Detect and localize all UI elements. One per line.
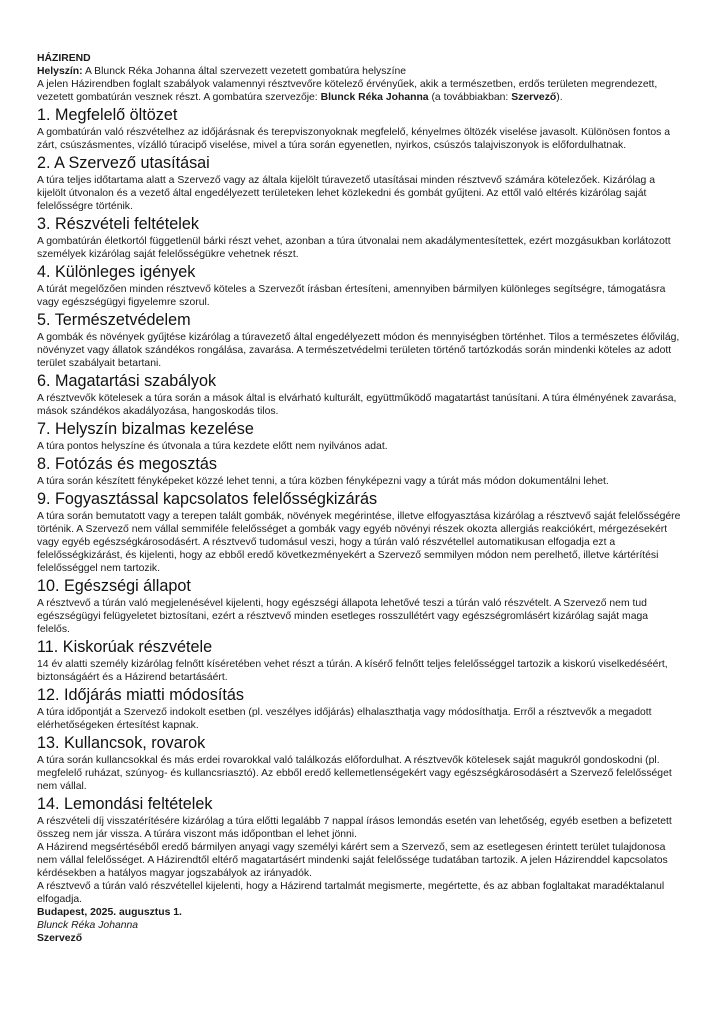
section-paragraph: A gombatúrán életkortól függetlenül bárki részt vehet, azonban a túra útvonalai nem akadálymentesítettek, ezért mozgásukban korlátozott személyek kizárólag saját felelősségükre vehetnek részt. — [37, 236, 671, 260]
section — [37, 490, 682, 575]
section — [37, 154, 682, 213]
section-paragraph: A túra során készített fényképeket közzé lehet tenni, a túra közben fényképezni vagy a túrát más módon dokumentálni lehet. — [37, 476, 609, 487]
location-text: A Blunck Réka Johanna által szervezett vezetett gombatúra helyszíne — [82, 66, 407, 77]
section-title: 11. Kiskorúak részvétele — [37, 638, 213, 656]
document-title: HÁZIREND — [37, 53, 91, 64]
section-paragraph: A túra pontos helyszíne és útvonala a túra kezdete előtt nem nyilvános adat. — [37, 441, 388, 452]
section-title: 3. Részvételi feltételek — [37, 215, 199, 233]
section — [37, 455, 682, 488]
section-paragraph: A túra időpontját a Szervező indokolt esetben (pl. veszélyes időjárás) elhalaszthatja vagy módosíthatja. Erről a résztvevők a megadott elérhetőségeken értesítést kapnak. — [37, 707, 652, 731]
section-title: 5. Természetvédelem — [37, 311, 191, 329]
section-paragraph: A túra során kullancsokkal és más erdei rovarokkal való találkozás előfordulhat. A résztvevők kötelesek saját magukról gondoskodni (pl. megfelelő ruházat, szúnyog- és kullancsriasztó). Az ebből eredő kellemetlenségekért vagy egészségkárosodásért a Szervező felelősséget nem vállal. — [37, 755, 672, 792]
section — [37, 311, 682, 370]
signature-name: Blunck Réka Johanna — [37, 920, 139, 931]
section-paragraph: A túra teljes időtartama alatt a Szervező vagy az általa kijelölt túravezető utasításai minden résztvevő számára kötelezőek. Kizárólag a kijelölt útvonalon és a vezető által engedélyezett területeken lehet közlekedni és gombát gyűjteni. Az ettől való eltérés kizárólag saját felelősségre történik. — [37, 175, 655, 212]
section-paragraph: A résztvevő a túrán való részvétellel kijelenti, hogy a Házirend tartalmát megismerte, megértette, és az abban foglaltakat maradéktalanul elfogadja. — [37, 881, 665, 905]
organizer-name: Blunck Réka Johanna — [320, 92, 429, 103]
section — [37, 215, 682, 261]
section — [37, 263, 682, 309]
section-paragraph: A résztvevő a túrán való megjelenésével kijelenti, hogy egészségi állapota lehetővé teszi a túrán való részvételt. A Szervező nem tud egészségügyi felügyeletet biztosítani, ezért a résztvevő minden esetleges rosszullétért vagy egészségromlásért kizárólag saját maga felelős. — [37, 598, 649, 635]
section-title: 1. Megfelelő öltözet — [37, 106, 178, 124]
section-paragraph: A résztvevők kötelesek a túra során a mások által is elvárható kulturált, együttműködő magatartást tanúsítani. A túra élményének zavarása, mások szándékos akadályozása, hangoskodás tilos. — [37, 393, 677, 417]
organizer-alias: Szervező — [511, 92, 557, 103]
section-paragraph: A gombák és növények gyűjtése kizárólag a túravezető által engedélyezett módon és mennyiségben történhet. Tilos a természetes élővilág, növényzet vagy állatok szándékos rongálása, zavarása. A természetvédelmi területen történő tartózkodás során mindenki köteles az adott terület szabályait betartani. — [37, 332, 680, 369]
section — [37, 734, 682, 793]
intro-text-2: (a továbbiakban: — [428, 92, 512, 103]
section — [37, 372, 682, 418]
location-line — [37, 65, 682, 78]
section-title: 8. Fotózás és megosztás — [37, 455, 217, 473]
section — [37, 638, 682, 684]
section-title: 7. Helyszín bizalmas kezelése — [37, 420, 254, 438]
section-paragraph: A Házirend megsértéséből eredő bármilyen anyagi vagy személyi kárért sem a Szervező, sem az esetlegesen érintett terület tulajdonosa nem vállal felelősséget. A Házirendtől eltérő magatartásért mindenki saját felelőssége tudatában tartozik. A jelen Házirenddel kapcsolatos kérdésekben a hatályos magyar jogszabályok az irányadók. — [37, 842, 668, 879]
intro-text-1: A jelen Házirendben foglalt szabályok valamennyi résztvevőre kötelező érvényűek, akik a természetben, erdős területen megrendezett, vezetett gombatúrán vesznek részt. A gombatúra szervezője: — [37, 79, 658, 103]
section-title: 9. Fogyasztással kapcsolatos felelősségkizárás — [37, 490, 378, 508]
section-title: 14. Lemondási feltételek — [37, 795, 213, 813]
section — [37, 577, 682, 636]
location-label: Helyszín: — [37, 66, 83, 77]
section-paragraph: A gombatúrán való részvételhez az időjárásnak és terepviszonyoknak megfelelő, kényelmes öltözék viselése javasolt. Különösen fontos a zárt, csúszásmentes, vízálló túracipő viselése, mivel a túra során egyenetlen, nyirkos, csúszós talajviszonyok is előfordulhatnak. — [37, 127, 671, 151]
signature-date: Budapest, 2025. augusztus 1. — [37, 907, 182, 918]
section-title: 2. A Szervező utasításai — [37, 154, 210, 172]
section — [37, 686, 682, 732]
signature-role: Szervező — [37, 933, 83, 944]
section — [37, 795, 682, 906]
section-title: 13. Kullancsok, rovarok — [37, 734, 206, 752]
intro-text-3: ). — [556, 92, 563, 103]
section-title: 6. Magatartási szabályok — [37, 372, 217, 390]
section-title: 4. Különleges igények — [37, 263, 196, 281]
section-title: 10. Egészségi állapot — [37, 577, 191, 595]
section-paragraph: A túrát megelőzően minden résztvevő köteles a Szervezőt írásban értesíteni, amennyiben bármilyen különleges segítségre, támogatásra vagy egészségügyi figyelemre szorul. — [37, 284, 666, 308]
section-paragraph: 14 év alatti személy kizárólag felnőtt kíséretében vehet részt a túrán. A kísérő felnőtt teljes felelősséggel tartozik a kiskorú viselkedéséért, biztonságáért és a Házirend betartásáért. — [37, 659, 668, 683]
section-title: 12. Időjárás miatti módosítás — [37, 686, 244, 704]
section — [37, 106, 682, 152]
section-paragraph: A túra során bemutatott vagy a terepen talált gombák, növények megérintése, illetve elfogyasztása kizárólag a résztvevő saját felelősségére történik. A Szervező nem vállal semmiféle felelősséget a gombák vagy egyéb növényi részek okozta allergiás reakciókért, mérgezésekért vagy egyéb egészségkárosodásért. A résztvevő tudomásul veszi, hogy a túrán való részvétellel automatikusan elfogadja ezt a felelősségkizárást, és kijelenti, hogy az ebből eredő következményekért a Szervező semmilyen módon nem perelhető, illetve kártérítési felelősséggel nem tartozik. — [37, 511, 681, 574]
section-paragraph: A részvételi díj visszatérítésére kizárólag a túra előtti legalább 7 nappal írásos lemondás esetén van lehetőség, egyéb esetben a befizetett összeg nem jár vissza. A túrára viszont más időpontban el lehet jönni. — [37, 816, 672, 840]
intro-paragraph — [37, 78, 682, 104]
section — [37, 420, 682, 453]
sections-container — [37, 106, 682, 906]
